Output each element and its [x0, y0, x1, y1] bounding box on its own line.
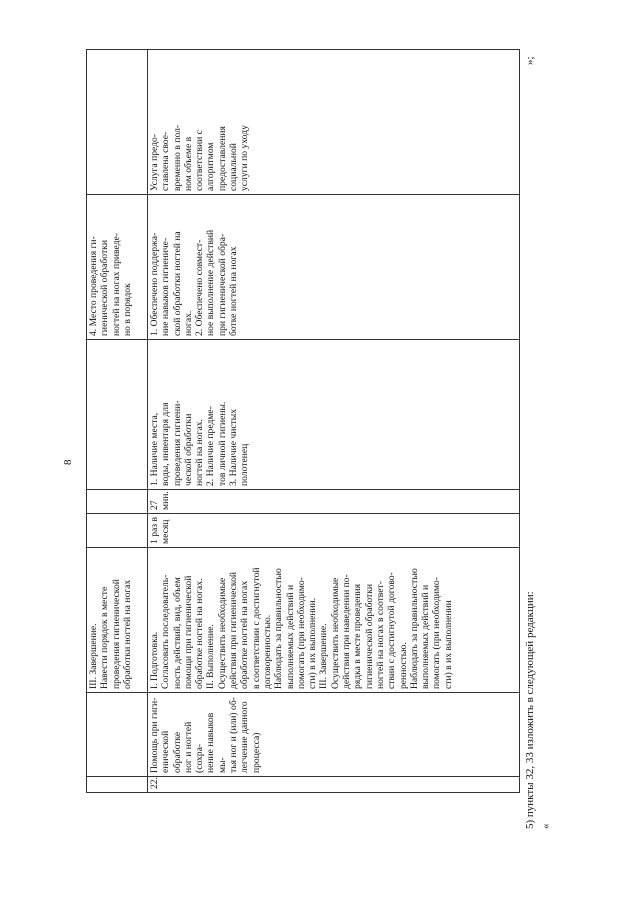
cell-empty [87, 340, 148, 490]
cell-empty [87, 777, 148, 793]
cell-frequency: 1 раз в месяц [148, 514, 520, 548]
cell-empty [87, 514, 148, 548]
page-number: 8 [62, 459, 74, 465]
cell-time: 27 мин. [148, 490, 520, 514]
cell-indicators: 1. Обеспечено поддержа- ние навыков гигиениче- ской обработки ногтей на ногах. 2. Обеспечено совмест- ное выполнение действий при гигиенической обра- ботке ногтей на ногах [148, 195, 520, 340]
cell-service-name: Помощь при гиги- енической обработке ног и ногтей (сохра- нение навыков мы- тья ног и (или) об- легчение данного процесса) [148, 693, 520, 777]
table-row-22 [148, 50, 520, 793]
cell-prev-result: 4. Место проведения ги- гиенической обработки ногтей на ногах приведе- но в порядок [87, 195, 148, 340]
quote-close: »; [524, 56, 536, 65]
cell-empty [87, 693, 148, 777]
cell-result: Услуга предо- ставлена свое- временно в пол- ном объеме в соответствии с алгоритмом предоставления социальной услуги по уходу [148, 50, 520, 195]
cell-conditions: 1. Наличие места, воды, инвентаря для проведения гигиени- ческой обработки ногтей на ногах. 2. Наличие предме- тов личной гигиены. 3. Наличие чистых полотенец [148, 340, 520, 490]
cell-number: 22. [148, 777, 520, 793]
quote-open: « [540, 823, 552, 829]
amendment-text: 5) пункты 32, 33 изложить в следующей редакции: [524, 591, 536, 829]
table-row-continued [87, 50, 148, 793]
services-table [86, 49, 520, 793]
cell-description: I. Подготовка. Согласовать последователь- ность действий, вид, объем помощи при гигиенической обработке ногтей на ногах. II. Выполнение. Осуществить необходимые действия при гигиенической обработке ногтей на ногах в соответствии с достигнутой договоренностью. Наблюдать за правильностью выполняемых действий и помогать (при необходимо- сти) в их выполнении. III. Завершение. Осуществить необходимые действия при наведении по- рядка в месте проведения гигиенической обработки ногтей на ногах в соответ- ствии с достигнутой догово- ренностью. Наблюдать за правильностью выполняемых действий и помогать (при необходимо- сти) в их выполнении [148, 548, 520, 693]
cell-empty [87, 50, 148, 195]
cell-prev-description: III. Завершение. Навести порядок в месте проведения гигиенической обработки ногтей на ногах [87, 548, 148, 693]
cell-empty [87, 490, 148, 514]
